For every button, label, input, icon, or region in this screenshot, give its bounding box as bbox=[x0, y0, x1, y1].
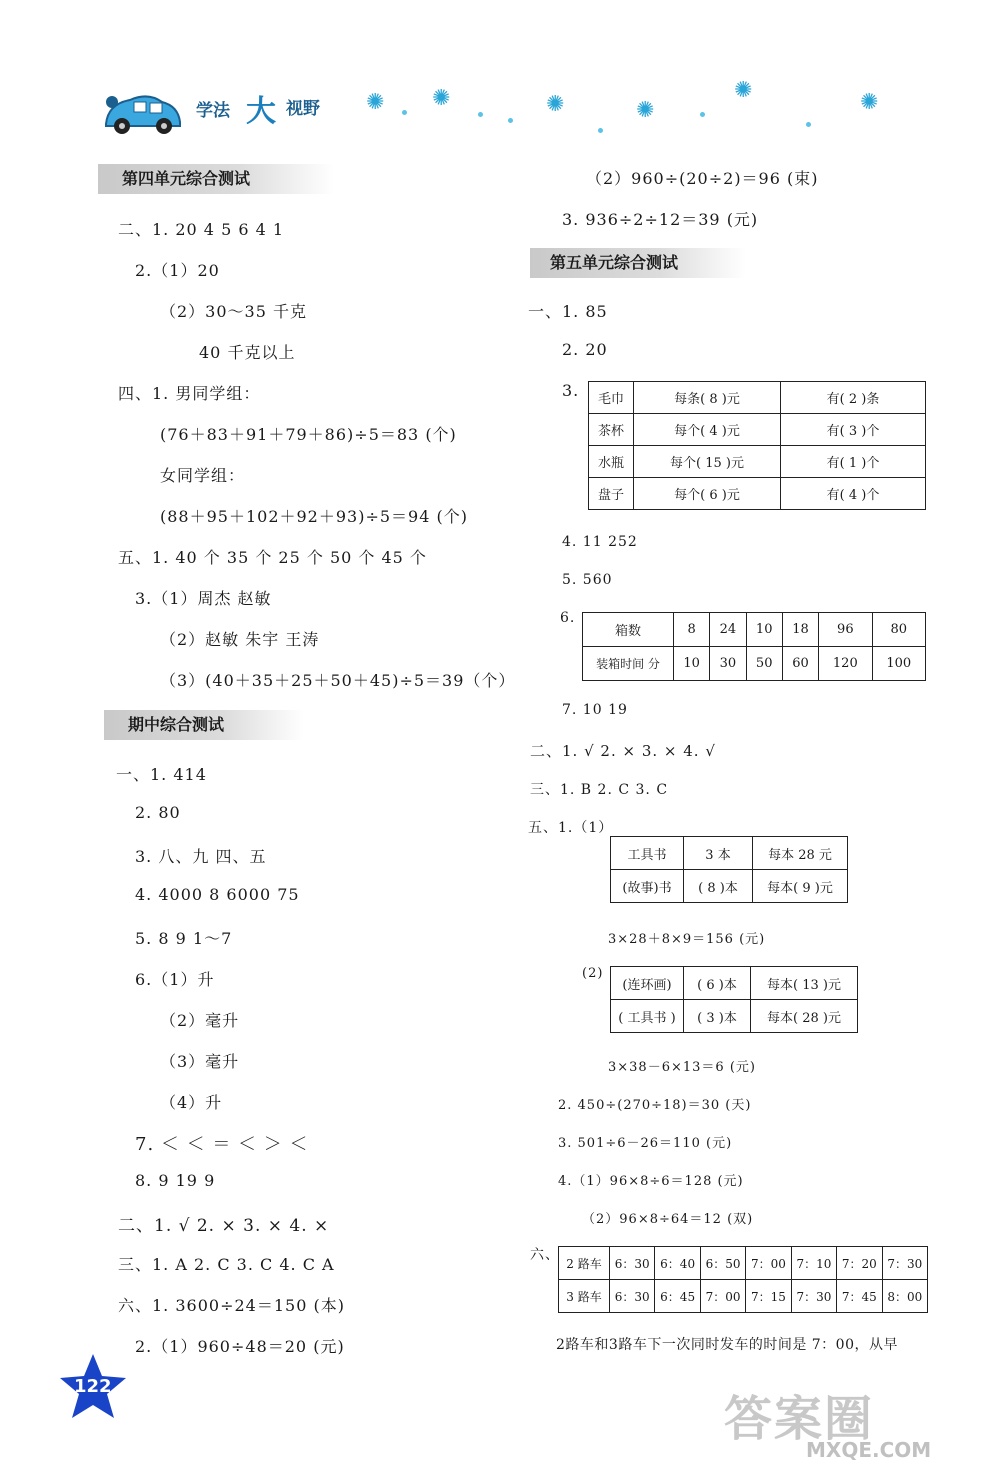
answer-line: 5. 8 9 1～7 bbox=[135, 929, 233, 948]
answer-line: 4. 4000 8 6000 75 bbox=[135, 885, 300, 904]
answer-line: 2.（1）20 bbox=[135, 261, 220, 280]
answer-line: 4.（1）96×8÷6＝128 (元) bbox=[558, 1174, 744, 1189]
dot-decoration bbox=[700, 112, 705, 117]
answer-line: 3.（1）周杰 赵敏 bbox=[135, 589, 272, 608]
answer-line: 2. 450÷(270÷18)＝30 (天) bbox=[558, 1098, 752, 1113]
table-cell: 有( 2 )条 bbox=[781, 382, 926, 414]
table-cell: 工具书 bbox=[611, 837, 684, 870]
answer-line: (76＋83＋91＋79＋86)÷5＝83 (个) bbox=[160, 425, 457, 444]
answer-line: 女同学组： bbox=[160, 466, 246, 485]
table-cell: 有( 1 )个 bbox=[781, 446, 926, 478]
bus-schedule-table bbox=[558, 1246, 928, 1313]
answer-line: 3×28＋8×9＝156 (元) bbox=[608, 932, 766, 947]
table-cell: 有( 3 )个 bbox=[781, 414, 926, 446]
answer-line: 3. 501÷6－26＝110 (元) bbox=[558, 1136, 733, 1151]
sun-icon: ✺ bbox=[734, 78, 753, 103]
table-cell: 7：20 bbox=[837, 1247, 882, 1280]
table-row bbox=[589, 478, 926, 510]
table-cell: 30 bbox=[710, 647, 746, 681]
answer-line: 2. 80 bbox=[135, 803, 181, 822]
table-cell: 有( 4 )个 bbox=[781, 478, 926, 510]
table-cell: 3 本 bbox=[684, 837, 753, 870]
sun-icon: ✺ bbox=[432, 86, 451, 111]
answer-line: （2）毫升 bbox=[160, 1011, 240, 1030]
table-cell: 10 bbox=[674, 647, 710, 681]
table-cell: 每本 28 元 bbox=[753, 837, 848, 870]
table-row bbox=[589, 446, 926, 478]
table-cell: (连环画) bbox=[611, 967, 684, 1000]
watermark-text: 答案圈 bbox=[724, 1391, 875, 1447]
answer-line: 三、1. B 2. C 3. C bbox=[530, 782, 669, 798]
table-cell: 6：40 bbox=[655, 1247, 700, 1280]
price-table bbox=[588, 381, 926, 510]
table-cell: 7：30 bbox=[882, 1247, 927, 1280]
answer-line: 五、1. 40 个 35 个 25 个 50 个 45 个 bbox=[118, 548, 427, 567]
table-cell: 箱数 bbox=[583, 613, 674, 647]
answer-line: （2）赵敏 朱宇 王涛 bbox=[160, 630, 320, 649]
watermark-url: MXQE.COM bbox=[806, 1438, 932, 1462]
answer-line: 3. bbox=[562, 381, 580, 400]
table-cell: 每本( 28 )元 bbox=[751, 1000, 858, 1033]
table-cell: 24 bbox=[710, 613, 746, 647]
answer-line: （4）升 bbox=[160, 1093, 223, 1112]
table-cell: (故事)书 bbox=[611, 870, 684, 903]
table-cell: 7：15 bbox=[746, 1280, 791, 1313]
book-table-2 bbox=[610, 966, 858, 1033]
table-cell: ( 8 )本 bbox=[684, 870, 753, 903]
table-row bbox=[589, 414, 926, 446]
table-cell: 6：50 bbox=[700, 1247, 745, 1280]
answer-line: 40 千克以上 bbox=[199, 343, 296, 362]
table-cell: 6：30 bbox=[610, 1247, 655, 1280]
table-cell: 80 bbox=[872, 613, 925, 647]
table-cell: 6：30 bbox=[610, 1280, 655, 1313]
answer-line: 二、1. 20 4 5 6 4 1 bbox=[118, 220, 285, 239]
table-cell: 50 bbox=[746, 647, 782, 681]
answer-line: 3. 936÷2÷12＝39 (元) bbox=[562, 210, 759, 229]
sun-icon: ✺ bbox=[546, 92, 565, 117]
table-cell: 每条( 8 )元 bbox=[634, 382, 781, 414]
table-cell: 60 bbox=[782, 647, 818, 681]
table-cell: 3 路车 bbox=[559, 1280, 610, 1313]
sun-icon: ✺ bbox=[860, 90, 879, 115]
logo-text-2: 大 bbox=[246, 94, 276, 129]
answer-line: (2) bbox=[582, 966, 604, 981]
answer-line: 5. 560 bbox=[562, 572, 613, 588]
dot-decoration bbox=[402, 110, 407, 115]
table-cell: 6：45 bbox=[655, 1280, 700, 1313]
table-row bbox=[611, 837, 848, 870]
table-row bbox=[611, 1000, 858, 1033]
table-cell: 2 路车 bbox=[559, 1247, 610, 1280]
section-title-midterm: 期中综合测试 bbox=[104, 710, 304, 740]
table-cell: 每本( 9 )元 bbox=[753, 870, 848, 903]
answer-line: 2. 20 bbox=[562, 340, 608, 359]
table-cell: 毛巾 bbox=[589, 382, 634, 414]
table-cell: ( 工具书 ) bbox=[611, 1000, 684, 1033]
answer-line: 一、1. 85 bbox=[528, 302, 608, 321]
answer-line: 4. 11 252 bbox=[562, 534, 638, 550]
table-cell: 7：30 bbox=[791, 1280, 836, 1313]
logo-text-1: 学法 bbox=[196, 101, 230, 121]
table-cell: 96 bbox=[819, 613, 872, 647]
table-row bbox=[589, 382, 926, 414]
section-title-unit5: 第五单元综合测试 bbox=[530, 248, 746, 278]
table-cell: 8 bbox=[674, 613, 710, 647]
table-cell: 装箱时间 分 bbox=[583, 647, 674, 681]
table-cell: 120 bbox=[819, 647, 872, 681]
table-cell: 每个( 4 )元 bbox=[634, 414, 781, 446]
answer-line: （2）960÷(20÷2)＝96 (束) bbox=[586, 169, 819, 188]
table-cell: 每个( 6 )元 bbox=[634, 478, 781, 510]
table-row bbox=[611, 967, 858, 1000]
table-cell: 茶杯 bbox=[589, 414, 634, 446]
table-row bbox=[559, 1280, 928, 1313]
packing-table bbox=[582, 612, 926, 681]
answer-line: 2.（1）960÷48＝20 (元) bbox=[135, 1337, 345, 1356]
answer-line: 三、1. A 2. C 3. C 4. C A bbox=[118, 1255, 335, 1274]
table-cell: 7：00 bbox=[700, 1280, 745, 1313]
answer-line: 7. 10 19 bbox=[562, 702, 628, 718]
answer-line: 六、1. 3600÷24＝150 (本) bbox=[118, 1296, 345, 1315]
table-cell: 7：45 bbox=[837, 1280, 882, 1313]
table-row bbox=[559, 1247, 928, 1280]
table-cell: 每本( 13 )元 bbox=[751, 967, 858, 1000]
answer-line: 6.（1）升 bbox=[135, 970, 215, 989]
answer-line: 6. bbox=[560, 610, 576, 626]
watermark-logo bbox=[720, 1380, 990, 1464]
answer-line: 四、1. 男同学组： bbox=[118, 384, 261, 403]
table-cell: 每个( 15 )元 bbox=[634, 446, 781, 478]
logo-text-3: 视野 bbox=[286, 99, 320, 119]
table-cell: 7：00 bbox=[746, 1247, 791, 1280]
answer-line: 五、1.（1） bbox=[528, 820, 614, 836]
answer-line: 六、 bbox=[530, 1247, 560, 1263]
table-cell: 18 bbox=[782, 613, 818, 647]
answer-line: (88＋95＋102＋92＋93)÷5＝94 (个) bbox=[160, 507, 468, 526]
answer-line: 3. 八、九 四、五 bbox=[135, 847, 267, 866]
answer-line: （2）30～35 千克 bbox=[160, 302, 307, 321]
answer-line: 8. 9 19 9 bbox=[135, 1171, 216, 1190]
table-row bbox=[583, 613, 926, 647]
answer-line: 3×38－6×13＝6 (元) bbox=[608, 1060, 756, 1075]
table-cell: ( 3 )本 bbox=[684, 1000, 751, 1033]
table-cell: 水瓶 bbox=[589, 446, 634, 478]
table-cell: 100 bbox=[872, 647, 925, 681]
sun-icon: ✺ bbox=[366, 90, 385, 115]
table-cell: 10 bbox=[746, 613, 782, 647]
page-number: 122 bbox=[74, 1376, 112, 1397]
dot-decoration bbox=[806, 122, 811, 127]
answer-line: 二、1. √ 2. × 3. × 4. √ bbox=[530, 742, 716, 760]
answer-line: （3）(40＋35＋25＋50＋45)÷5＝39（个） bbox=[160, 671, 516, 690]
answer-line: （3）毫升 bbox=[160, 1052, 240, 1071]
table-row bbox=[611, 870, 848, 903]
answer-line: 2路车和3路车下一次同时发车的时间是 7：00，从早 bbox=[556, 1337, 898, 1353]
answer-line: 二、1. √ 2. × 3. × 4. × bbox=[118, 1216, 330, 1236]
book-table-1 bbox=[610, 836, 848, 903]
answer-line: 7. ＜ ＜ ＝ ＜ ＞ ＜ bbox=[135, 1134, 309, 1155]
car-icon bbox=[96, 86, 186, 136]
table-cell: ( 6 )本 bbox=[684, 967, 751, 1000]
dot-decoration bbox=[508, 118, 513, 123]
table-row bbox=[583, 647, 926, 681]
dot-decoration bbox=[478, 112, 483, 117]
table-cell: 7：10 bbox=[791, 1247, 836, 1280]
section-title-unit4: 第四单元综合测试 bbox=[98, 164, 334, 194]
answer-line: 一、1. 414 bbox=[116, 765, 207, 784]
table-cell: 盘子 bbox=[589, 478, 634, 510]
sun-icon: ✺ bbox=[636, 98, 655, 123]
dot-decoration bbox=[598, 128, 603, 133]
table-cell: 8：00 bbox=[882, 1280, 927, 1313]
answer-line: （2）96×8÷64＝12 (双) bbox=[582, 1212, 754, 1227]
